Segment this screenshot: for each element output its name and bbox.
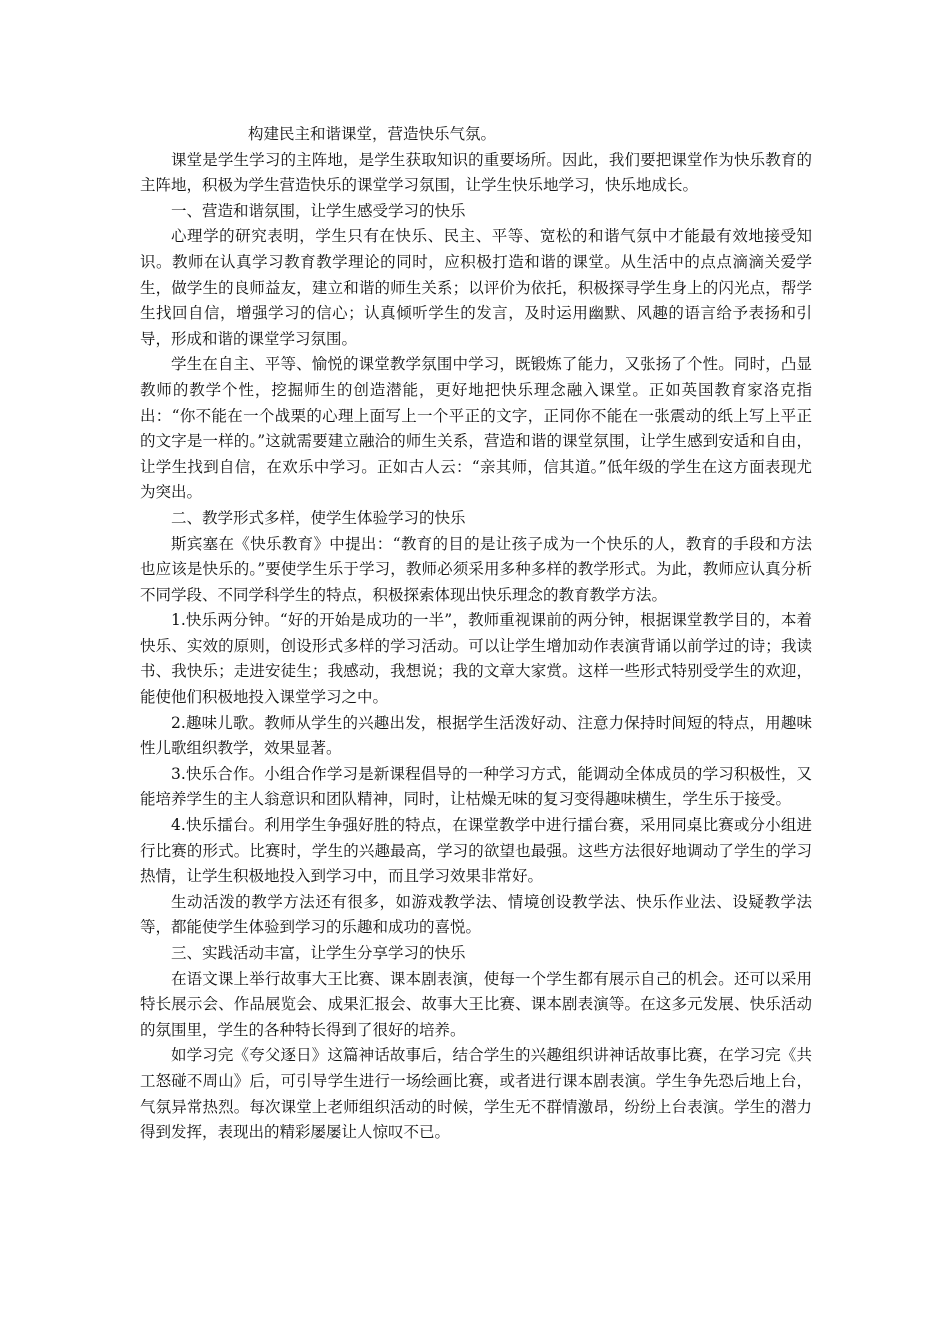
intro-paragraph: 课堂是学生学习的主阵地，是学生获取知识的重要场所。因此，我们要把课堂作为快乐教育的主阵地，积极为学生营造快乐的课堂学习氛围，让学生快乐地学习，快乐地成长。 bbox=[140, 150, 812, 195]
document-page bbox=[140, 122, 812, 1146]
section1-paragraph-2: 学生在自主、平等、愉悦的课堂教学氛围中学习，既锻炼了能力，又张扬了个性。同时，凸显教师的教学个性，挖掘师生的创造潜能，更好地把快乐理念融入课堂。正如英国教育家洛克指出：“你不能在一个战栗的心理上面写上一个平正的文字，正同你不能在一张震动的纸上写上平正的文字是一样的。”这就需要建立融洽的师生关系，营造和谐的课堂氛围，让学生感到安适和自由，让学生找到自信，在欢乐中学习。正如古人云：“亲其师，信其道。”低年级的学生在这方面表现尤为突出。 bbox=[140, 355, 812, 502]
section3-heading: 三、实践活动丰富，让学生分享学习的快乐 bbox=[171, 944, 466, 962]
section1-paragraph-1: 心理学的研究表明，学生只有在快乐、民主、平等、宽松的和谐气氛中才能最有效地接受知识。教师在认真学习教育教学理论的同时，应积极打造和谐的课堂。从生活中的点点滴滴关爱学生，做学生的良师益友，建立和谐的师生关系；以评价为依托，积极探寻学生身上的闪光点，帮学生找回自信，增强学习的信心；认真倾听学生的发言，及时运用幽默、风趣的语言给予表扬和引导，形成和谐的课堂学习氛围。 bbox=[140, 227, 812, 348]
section2-paragraph-1: 斯宾塞在《快乐教育》中提出：“教育的目的是让孩子成为一个快乐的人，教育的手段和方法也应该是快乐的。”要使学生乐于学习，教师必须采用多种多样的教学形式。为此，教师应认真分析不同学段、不同学科学生的特点，积极探索体现出快乐理念的教育教学方法。 bbox=[140, 534, 812, 604]
document-title: 构建民主和谐课堂，营造快乐气氛。 bbox=[248, 125, 497, 143]
section2-paragraph-6: 生动活泼的教学方法还有很多，如游戏教学法、情境创设教学法、快乐作业法、设疑教学法等，都能使学生体验到学习的乐趣和成功的喜悦。 bbox=[140, 892, 812, 937]
section2-heading: 二、教学形式多样，使学生体验学习的快乐 bbox=[171, 508, 466, 527]
section2-paragraph-2: 1.快乐两分钟。“好的开始是成功的一半”，教师重视课前的两分钟，根据课堂教学目的，本着快乐、实效的原则，创设形式多样的学习活动。可以让学生增加动作表演背诵以前学过的诗；我读书、我快乐；走进安徒生；我感动，我想说；我的文章大家赏。这样一些形式特别受学生的欢迎，能使他们积极地投入课堂学习之中。 bbox=[140, 611, 812, 707]
section1-heading: 一、营造和谐氛围，让学生感受学习的快乐 bbox=[171, 201, 466, 220]
section2-paragraph-5: 4.快乐擂台。利用学生争强好胜的特点，在课堂教学中进行擂台赛，采用同桌比赛或分小组进行比赛的形式。比赛时，学生的兴趣最高，学习的欲望也最强。这些方法很好地调动了学生的学习热情，让学生积极地投入到学习中，而且学习效果非常好。 bbox=[140, 816, 812, 886]
section2-paragraph-4: 3.快乐合作。小组合作学习是新课程倡导的一种学习方式，能调动全体成员的学习积极性，又能培养学生的主人翁意识和团队精神，同时，让枯燥无味的复习变得趣味横生，学生乐于接受。 bbox=[140, 764, 812, 809]
section2-paragraph-3: 2.趣味儿歌。教师从学生的兴趣出发，根据学生活泼好动、注意力保持时间短的特点，用趣味性儿歌组织教学，效果显著。 bbox=[140, 713, 812, 758]
section3-paragraph-2: 如学习完《夸父逐日》这篇神话故事后，结合学生的兴趣组织讲神话故事比赛，在学习完《共工怒碰不周山》后，可引导学生进行一场绘画比赛，或者进行课本剧表演。学生争先恐后地上台，气氛异常热烈。每次课堂上老师组织活动的时候，学生无不群情激昂，纷纷上台表演。学生的潜力得到发挥，表现出的精彩屡屡让人惊叹不已。 bbox=[140, 1046, 812, 1142]
section3-paragraph-1: 在语文课上举行故事大王比赛、课本剧表演，使每一个学生都有展示自己的机会。还可以采用特长展示会、作品展览会、成果汇报会、故事大王比赛、课本剧表演等。在这多元发展、快乐活动的氛围里，学生的各种特长得到了很好的培养。 bbox=[140, 969, 812, 1039]
